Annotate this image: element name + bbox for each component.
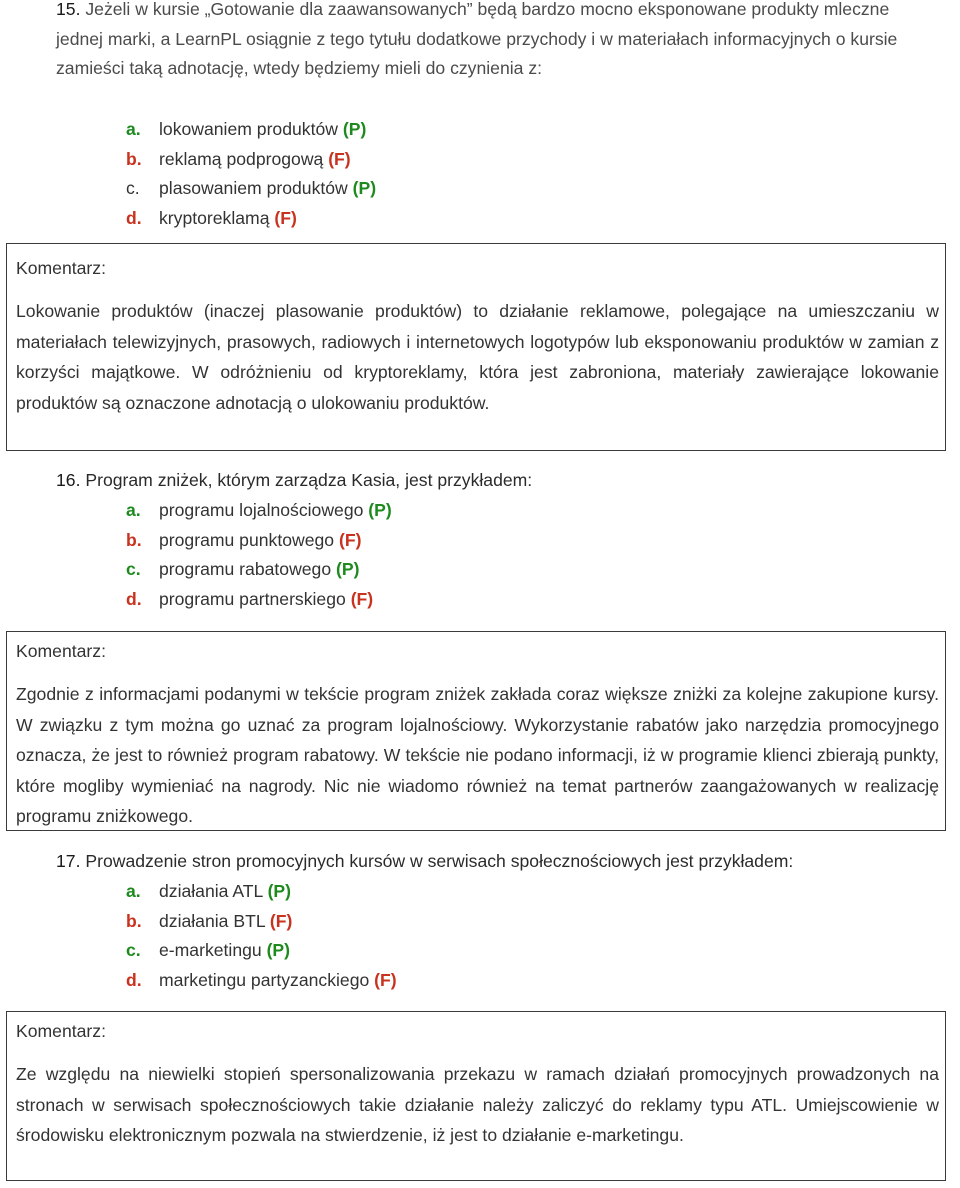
- answer-mark: (P): [336, 559, 360, 580]
- answer-text: kryptoreklamą: [159, 208, 270, 229]
- answer-mark: (F): [374, 970, 397, 991]
- answer-list-16: [126, 496, 392, 615]
- answer-letter: b.: [126, 148, 142, 169]
- answer-mark: (F): [338, 529, 362, 550]
- answer-c: [126, 936, 397, 966]
- answer-list-15: [126, 115, 376, 234]
- answer-mark: (F): [269, 910, 293, 931]
- answer-a: [126, 496, 392, 526]
- answer-text: reklamą podprogową: [159, 148, 324, 169]
- question-text: Program zniżek, którym zarządza Kasia, jest przykładem:: [85, 470, 533, 490]
- answer-mark: (F): [328, 148, 351, 169]
- comment-label: Komentarz:: [16, 641, 106, 661]
- comment-box-15: [6, 243, 946, 451]
- question-number: 16.: [56, 470, 81, 490]
- answer-text: działania ATL: [159, 881, 263, 901]
- answer-mark: (F): [350, 589, 374, 610]
- answer-letter: b.: [126, 910, 142, 931]
- answer-letter: c.: [126, 178, 140, 199]
- comment-text: Ze względu na niewielki stopień spersonalizowania przekazu w ramach działań promocyjnych prowadzonych na stronach w serwisach społecznościowych takie działanie należy zaliczyć do reklamy typu ATL. Umiejscowienie w środowisku elektronicznym pozwala na stwierdzenie, iż jest to działanie e-marketingu.: [16, 1064, 939, 1145]
- answer-d: [126, 585, 392, 615]
- comment-box-17: [6, 1011, 946, 1181]
- answer-letter: a.: [126, 500, 141, 520]
- answer-text: e-marketingu: [159, 940, 262, 961]
- answer-text: programu punktowego: [159, 529, 335, 550]
- question-number: 17.: [56, 851, 81, 871]
- answer-mark: (P): [266, 940, 291, 961]
- answer-c: [126, 555, 392, 585]
- answer-a: [126, 877, 397, 907]
- answer-b: [126, 526, 392, 556]
- answer-text: programu lojalnościowego: [159, 500, 364, 520]
- answer-b: [126, 907, 397, 937]
- answer-mark: (P): [352, 178, 377, 199]
- answer-letter: b.: [126, 529, 142, 550]
- answer-text: plasowaniem produktów: [159, 178, 348, 199]
- answer-a: [126, 115, 376, 145]
- answer-mark: (P): [267, 881, 292, 901]
- answer-mark: (F): [274, 208, 297, 229]
- question-15: [56, 0, 928, 84]
- answer-mark: (P): [342, 119, 367, 139]
- answer-letter: d.: [126, 970, 142, 991]
- answer-c: [126, 174, 376, 204]
- answer-letter: d.: [126, 208, 142, 229]
- answer-list-17: [126, 877, 397, 996]
- question-number: 15.: [56, 0, 81, 19]
- comment-label: Komentarz:: [16, 1021, 106, 1041]
- comment-label: Komentarz:: [16, 258, 106, 278]
- answer-text: programu rabatowego: [159, 559, 332, 580]
- answer-d: [126, 204, 376, 234]
- comment-text: Zgodnie z informacjami podanymi w tekście program zniżek zakłada coraz większe zniżki za kolejne zakupione kursy. W związku z tym można go uznać za program lojalnościowy. Wykorzystanie rabatów jako narzędzia promocyjnego oznacza, że jest to również program rabatowy. W tekście nie podano informacji, iż w programie klienci zbierają punkty, które mogliby wymieniać na nagrody. Nic nie wiadomo również na temat partnerów zaangażowanych w realizację programu zniżkowego.: [16, 684, 939, 826]
- question-16: [56, 466, 928, 496]
- answer-text: lokowaniem produktów: [159, 119, 338, 139]
- answer-letter: d.: [126, 589, 142, 610]
- question-17: [56, 847, 928, 877]
- answer-d: [126, 966, 397, 996]
- question-text: Jeżeli w kursie „Gotowanie dla zaawansowanych” będą bardzo mocno eksponowane produkty mleczne jednej marki, a LearnPL osiągnie z tego tytułu dodatkowe przychody i w materiałach informacyjnych o kursie zamieści taką adnotację, wtedy będziemy mieli do czynienia z:: [56, 0, 898, 79]
- comment-box-16: [6, 631, 946, 831]
- answer-mark: (P): [368, 500, 392, 520]
- answer-text: działania BTL: [159, 910, 265, 931]
- comment-text: Lokowanie produktów (inaczej plasowanie produktów) to działanie reklamowe, polegające na umieszczaniu w materiałach telewizyjnych, prasowych, radiowych i internetowych logotypów lub eksponowaniu produktów w zamian z korzyści majątkowe. W odróżnieniu od kryptoreklamy, która jest zabroniona, materiały zawierające lokowanie produktów są oznaczone adnotacją o ulokowaniu produktów.: [16, 301, 939, 413]
- answer-b: [126, 145, 376, 175]
- question-text: Prowadzenie stron promocyjnych kursów w serwisach społecznościowych jest przykładem:: [85, 851, 794, 871]
- answer-letter: a.: [126, 881, 141, 901]
- answer-text: marketingu partyzanckiego: [159, 970, 370, 991]
- answer-letter: c.: [126, 940, 141, 961]
- answer-letter: c.: [126, 559, 141, 580]
- answer-text: programu partnerskiego: [159, 589, 346, 610]
- answer-letter: a.: [126, 119, 141, 139]
